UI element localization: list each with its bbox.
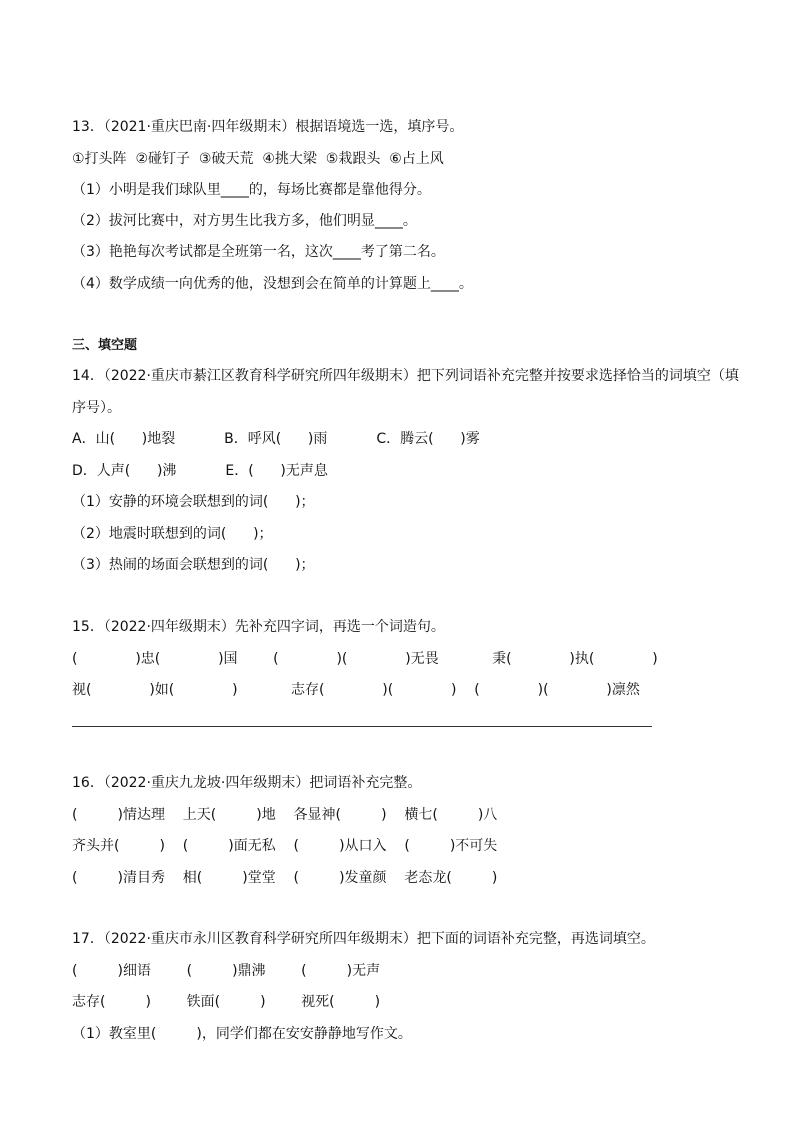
q16-words-line-1: ( )情达理 上天( )地 各显神( ) 横七( )八 [72, 807, 498, 823]
q17-words-line-1: ( )细语 ( )鼎沸 ( )无声 [72, 963, 381, 979]
q14-item-1: （1）安静的环境会联想到的词( )； [72, 494, 315, 510]
q13-item-4: （4）数学成绩一向优秀的他，没想到会在简单的计算题上____。 [72, 276, 473, 292]
q16-words-line-2: 齐头并( ) ( )面无私 ( )从口入 ( )不可失 [72, 838, 498, 854]
q13-options: ①打头阵 ②碰钉子 ③破天荒 ④挑大梁 ⑤栽跟头 ⑥占上风 [72, 151, 444, 167]
q13-title: 13．（2021·重庆巴南·四年级期末）根据语境选一选，填序号。 [72, 119, 464, 135]
q15-answer-line [72, 726, 652, 727]
q16-title: 16．（2022·重庆九龙坡·四年级期末）把词语补充完整。 [72, 775, 422, 791]
q17-title: 17．（2022·重庆市永川区教育科学研究所四年级期末）把下面的词语补充完整，再选词填空。 [72, 931, 655, 947]
section-heading: 三、填空题 [72, 338, 138, 353]
q17-item-1: （1）教室里( )，同学们都在安安静静地写作文。 [72, 1026, 412, 1042]
q14-title-line-1: 14．（2022·重庆市綦江区教育科学研究所四年级期末）把下列词语补充完整并按要求选择恰当的词填空（填 [72, 368, 739, 384]
q16-words-line-3: ( )清目秀 相( )堂堂 ( )发童颜 老态龙( ) [72, 870, 498, 886]
q14-options-line-2: D．人声( )沸 E．( )无声息 [72, 463, 328, 479]
q14-item-2: （2）地震时联想到的词( )； [72, 526, 273, 542]
q13-item-1: （1）小明是我们球队里____的，每场比赛都是靠他得分。 [72, 182, 431, 198]
q14-item-3: （3）热闹的场面会联想到的词( )； [72, 557, 315, 573]
q14-options-line-1: A．山( )地裂 B．呼风( )雨 C．腾云( )雾 [72, 431, 480, 447]
q14-title-line-2: 序号）。 [72, 400, 121, 416]
q17-words-line-2: 志存( ) 铁面( ) 视死( ) [72, 994, 381, 1010]
q13-item-2: （2）拔河比赛中，对方男生比我方多，他们明显____。 [72, 213, 417, 229]
q15-title: 15．（2022·四年级期末）先补充四字词，再选一个词造句。 [72, 619, 445, 635]
q15-words-line-1: ( )忠( )国 ( )( )无畏 秉( )执( ) [72, 651, 658, 667]
q13-item-3: （3）艳艳每次考试都是全班第一名，这次____考了第二名。 [72, 244, 445, 260]
q15-words-line-2: 视( )如( ) 志存( )( ) ( )( )凛然 [72, 682, 640, 698]
